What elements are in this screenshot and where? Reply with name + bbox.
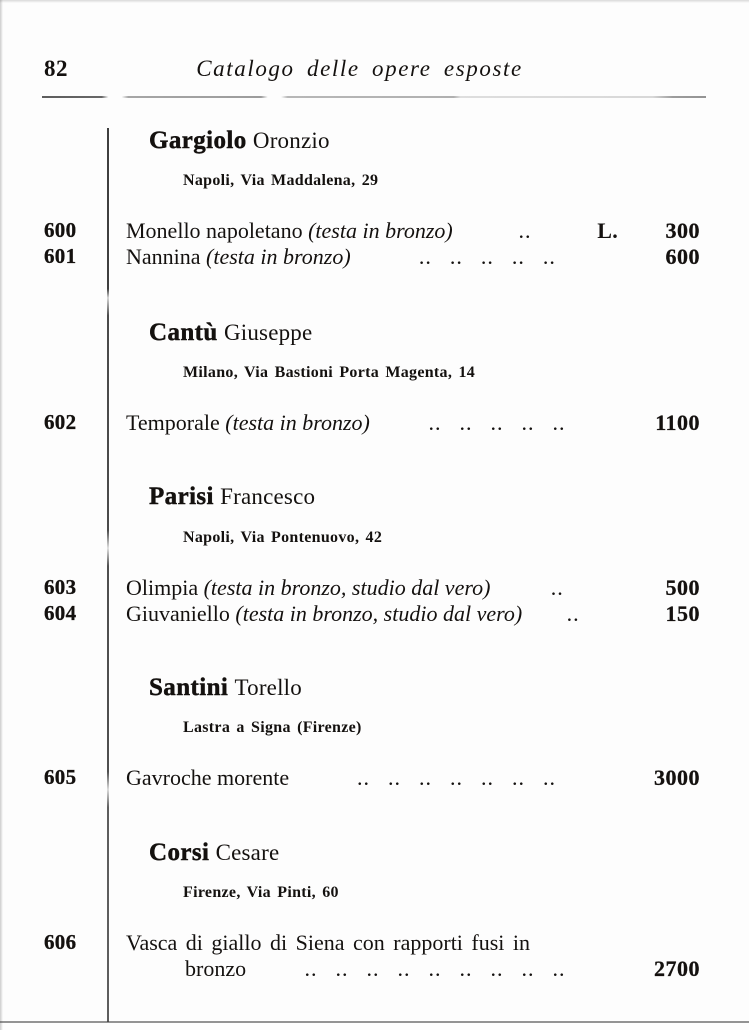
entry-body [126,575,700,601]
entry-title-qualifier: (testa in bronzo, studio dal vero) [235,600,523,626]
entry-title: Giuvaniello (testa in bronzo, studio dal vero) [126,600,523,626]
artist-address: Lastra a Signa (Firenze) [183,718,362,736]
entry-title: Temporale (testa in bronzo) [126,410,370,436]
artist-group [0,484,749,626]
entry-title-continuation: bronzo [185,955,247,981]
entry-title: Gavroche morente [126,764,290,790]
artist-heading [149,675,749,701]
entry-price: 3000 [654,764,700,790]
entry-price: 300 [665,218,700,244]
artist-given-name: Cesare [215,839,280,865]
entry-catalogue-number: 601 [44,244,77,269]
entry-dot-leader: .. [550,574,564,600]
entry-dot-leader: .. .. .. .. .. [428,410,566,436]
entry-dot-leader: .. .. .. .. .. .. .. .. .. [304,955,566,981]
catalogue-content [0,128,749,982]
entry-title: Monello napoletano (testa in bronzo) [126,218,453,244]
catalogue-entry-row [0,930,749,982]
artist-heading [149,128,749,154]
entry-catalogue-number: 605 [44,764,77,789]
entry-title-qualifier: (testa in bronzo) [225,410,370,436]
artist-surname: Gargiolo [149,127,247,154]
entry-catalogue-number: 602 [44,410,77,435]
entry-body [126,930,700,982]
artist-given-name: Francesco [220,484,316,510]
catalogue-entry-row [0,218,749,244]
catalogue-entry-row [0,244,749,270]
running-head-title: Catalogo delle opere esposte [196,56,523,81]
entry-catalogue-number: 603 [44,574,77,599]
artist-address: Napoli, Via Maddalena, 29 [183,172,379,190]
entry-dot-leader: .. .. .. .. .. .. .. [357,764,557,790]
entry-dot-leader: .. [518,218,532,244]
artist-heading [149,840,749,866]
artist-given-name: Torello [234,674,302,700]
artist-group [0,320,749,436]
entry-body [126,601,700,627]
page-folio-number: 82 [44,56,68,81]
entry-title: Nannina (testa in bronzo) [126,244,351,270]
header-divider-rule [42,96,706,98]
entry-title-line-2 [185,956,700,982]
artist-address: Firenze, Via Pinti, 60 [183,883,339,901]
entry-title-qualifier: (testa in bronzo, studio dal vero) [203,574,491,600]
entry-price: 500 [665,574,700,600]
entry-price: 600 [665,244,700,270]
artist-address: Napoli, Via Pontenuovo, 42 [183,528,383,546]
page-bottom-rule [0,1021,749,1023]
artist-surname: Cantù [149,319,218,347]
entry-title: Olimpia (testa in bronzo, studio dal vero) [126,574,491,600]
artist-heading [149,484,749,510]
entry-catalogue-number: 604 [44,600,77,625]
entry-dot-leader: .. .. .. .. .. [418,244,556,270]
artist-group [0,128,749,270]
artist-surname: Corsi [149,838,210,866]
artist-given-name: Oronzio [252,128,330,153]
catalogue-entry-row [0,575,749,601]
entry-price: 1100 [655,410,700,436]
artist-group [0,675,749,791]
artist-group [0,840,749,982]
catalogue-entry-row [0,765,749,791]
entry-title-qualifier: (testa in bronzo) [308,218,453,244]
entry-title-qualifier: (testa in bronzo) [206,244,351,270]
entry-body [126,244,700,270]
artist-given-name: Giuseppe [223,320,313,346]
catalogue-entry-row [0,410,749,436]
entry-catalogue-number: 606 [44,929,77,954]
entry-catalogue-number: 600 [44,218,77,243]
entry-dot-leader: .. [566,600,580,626]
catalogue-entry-row [0,601,749,627]
entry-price: 150 [665,600,700,626]
artist-heading [149,320,749,346]
entry-body [126,410,700,436]
entry-body [126,218,700,244]
artist-address: Milano, Via Bastioni Porta Magenta, 14 [183,364,476,382]
entry-currency-symbol: L. [597,218,618,244]
artist-surname: Parisi [149,483,214,511]
entry-body [126,765,700,791]
entry-price: 2700 [654,955,700,981]
artist-surname: Santini [149,673,229,701]
entry-title-line-1: Vasca di giallo di Siena con rapporti fusi in [126,929,531,955]
